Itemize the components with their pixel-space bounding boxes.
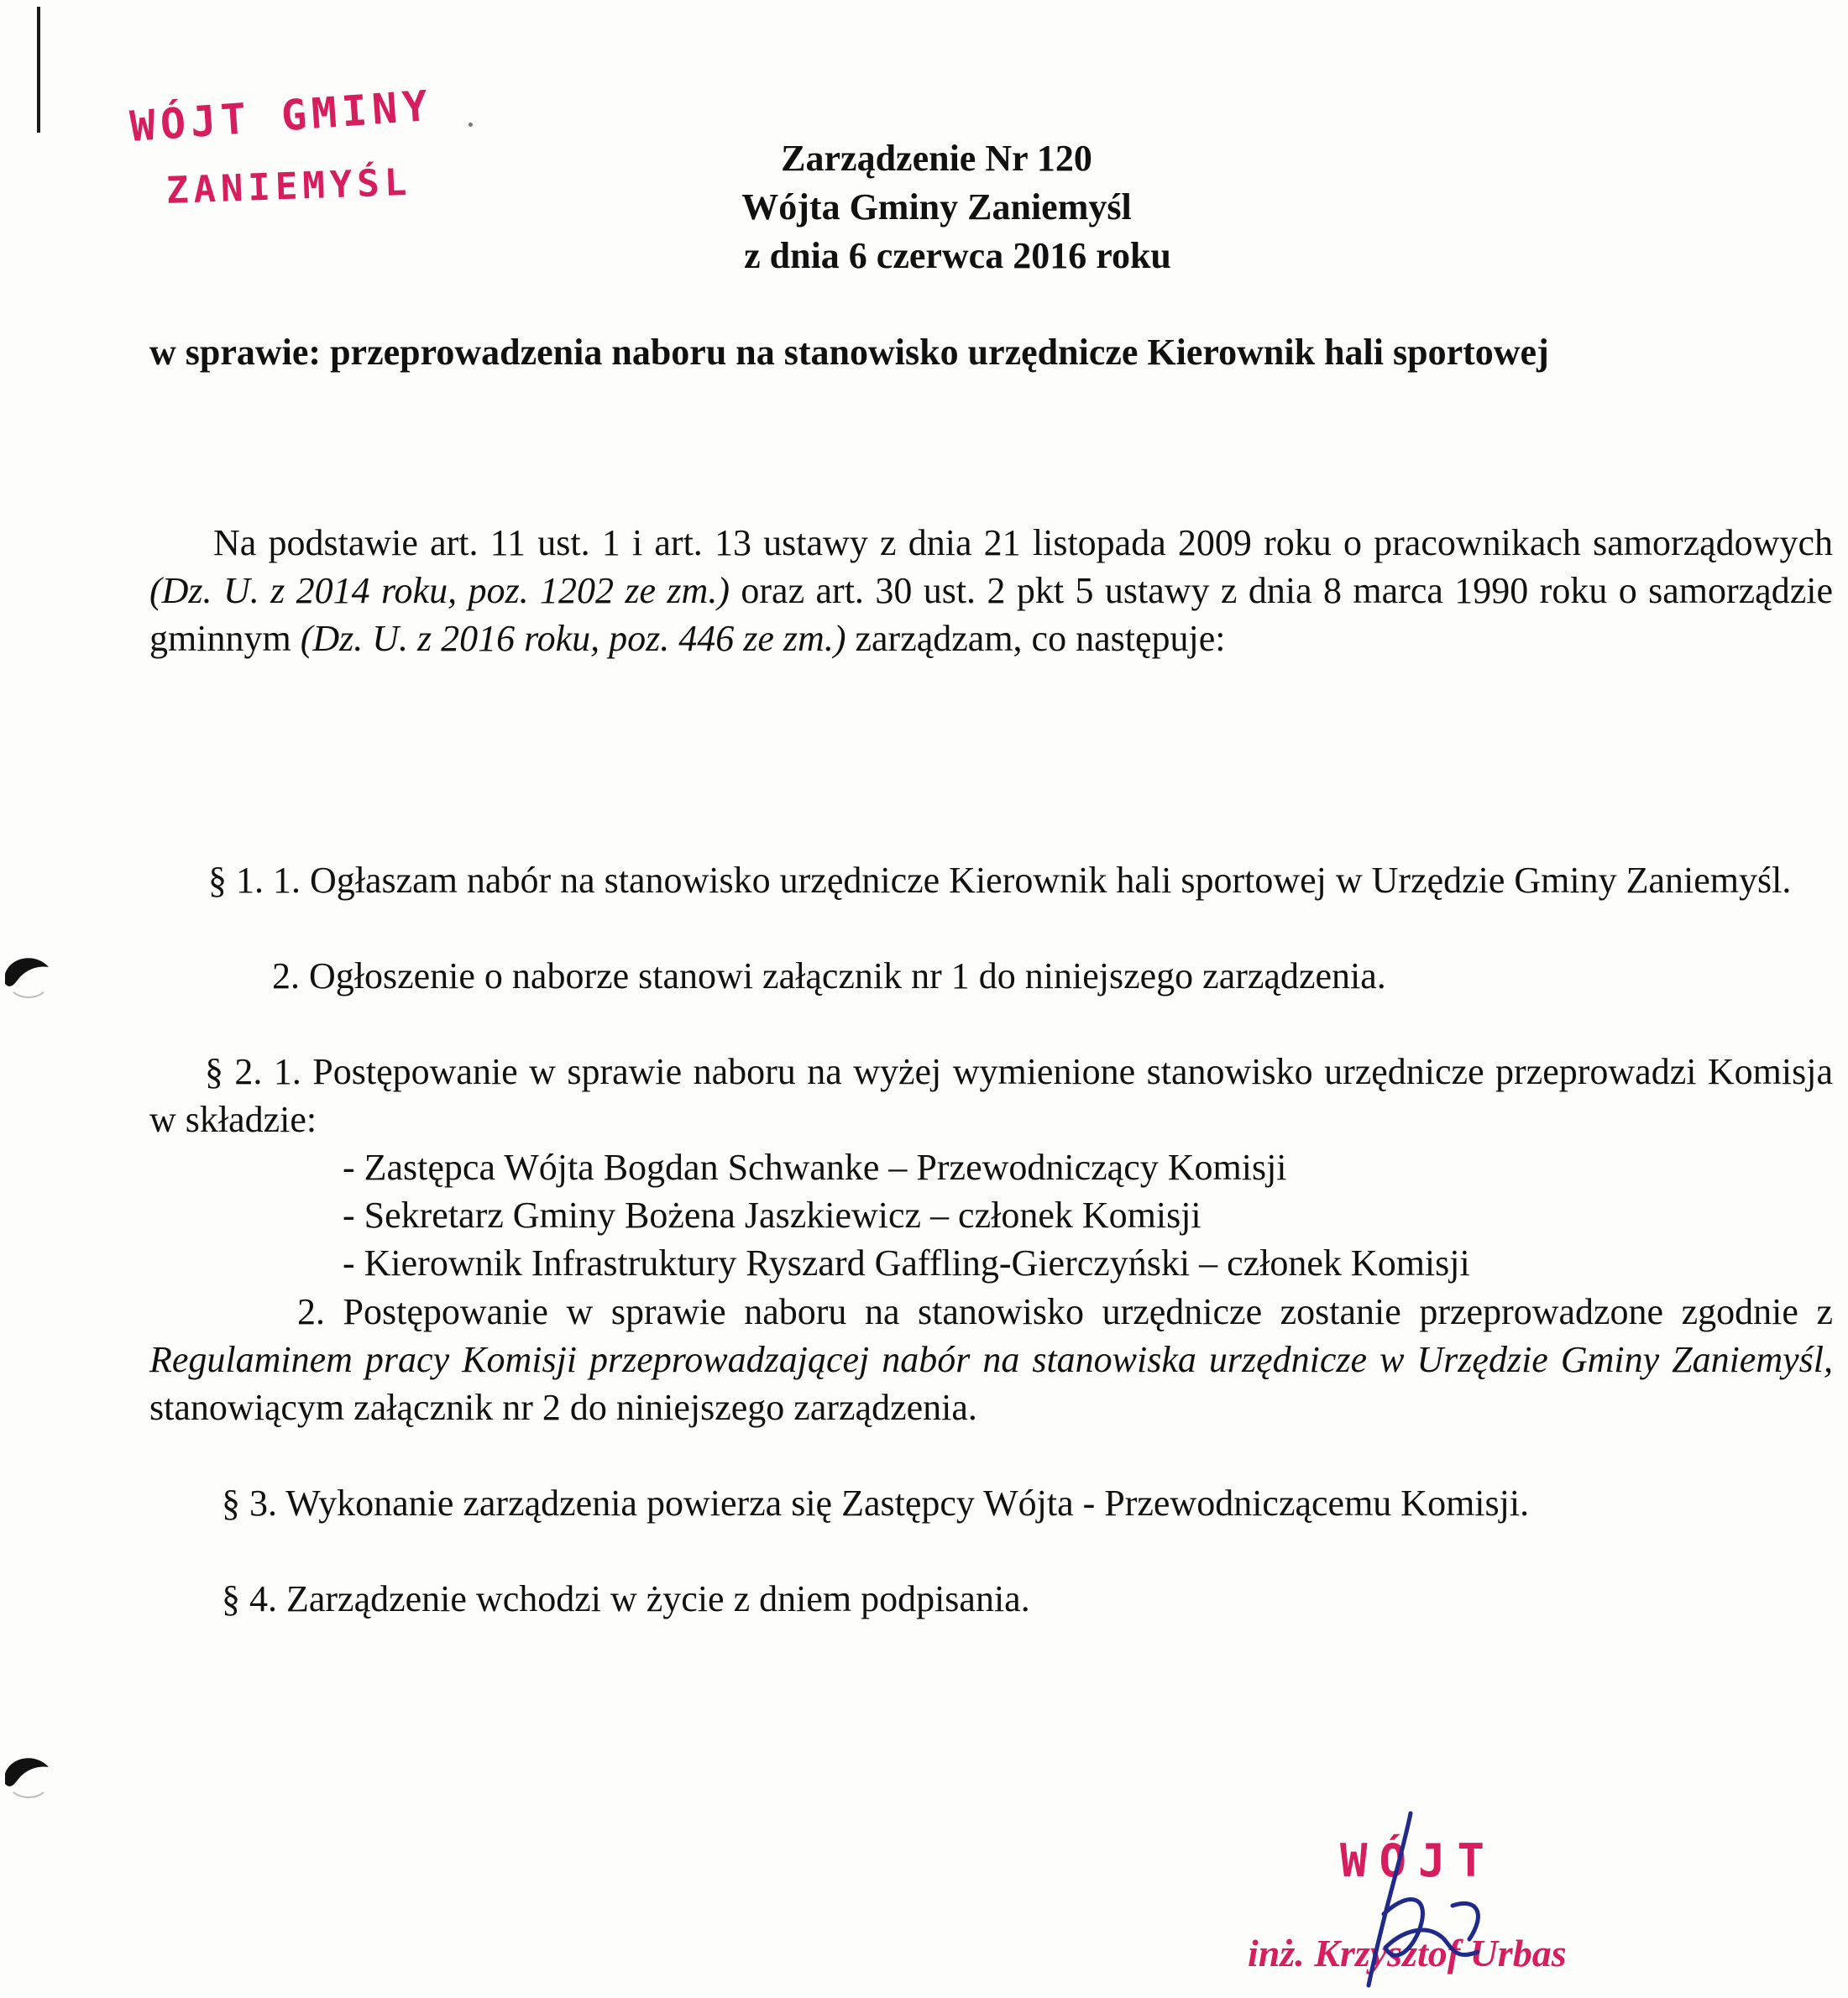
stamp-office-line2: ZANIEMYŚL: [165, 160, 413, 212]
ordinance-number: Zarządzenie Nr 120: [781, 138, 1092, 179]
punch-hole-icon: [2, 1750, 50, 1802]
handwritten-signature: [1285, 1805, 1503, 1998]
legal-basis-paragraph: Na podstawie art. 11 ust. 1 i art. 13 ustawy z dnia 21 listopada 2009 roku o pracownikach samorządowych (Dz. U. z 2014 roku, poz. 1202 ze zm.) oraz art. 30 ust. 2 pkt 5 ustawy z dnia 8 marca 1990 roku o samorządzie gminnym (Dz. U. z 2016 roku, poz. 446 ze zm.) zarządzam, co następuje:: [149, 522, 1833, 659]
section-1-item-2: 2. Ogłoszenie o naborze stanowi załącznik nr 1 do niniejszego zarządzenia.: [272, 955, 1386, 996]
committee-member: - Sekretarz Gminy Bożena Jaszkiewicz – członek Komisji: [343, 1195, 1201, 1236]
committee-member: - Zastępca Wójta Bogdan Schwanke – Przewodniczący Komisji: [343, 1147, 1287, 1188]
issuer: Wójta Gminy Zaniemyśl: [741, 186, 1132, 228]
section-1-item-1: § 1. 1. Ogłaszam nabór na stanowisko urzędnicze Kierownik hali sportowej w Urzędzie Gminy Zaniemyśl.: [208, 860, 1792, 901]
scan-dot: [469, 123, 473, 127]
committee-member: - Kierownik Infrastruktury Ryszard Gaffling-Gierczyński – członek Komisji: [343, 1242, 1470, 1284]
issue-date: z dnia 6 czerwca 2016 roku: [744, 235, 1171, 276]
scan-edge-mark: [37, 7, 40, 133]
section-4: § 4. Zarządzenie wchodzi w życie z dniem podpisania.: [222, 1578, 1030, 1619]
section-3: § 3. Wykonanie zarządzenia powierza się Zastępcy Wójta - Przewodniczącemu Komisji.: [222, 1483, 1530, 1524]
stamp-office-line1: WÓJT GMINY: [128, 81, 435, 151]
regulation-title: Regulaminem pracy Komisji przeprowadzającej nabór na stanowiska urzędnicze w Urzędzie Gminy Zaniemyśl,: [149, 1339, 1833, 1380]
citation-1: (Dz. U. z 2014 roku, poz. 1202 ze zm.): [149, 570, 730, 611]
signature-stamp-title: WÓJT: [1340, 1834, 1497, 1887]
section-2-item-1: § 2. 1. Postępowanie w sprawie naboru na wyżej wymienione stanowisko urzędnicze przeprowadzi Komisja w składzie:: [149, 1051, 1833, 1140]
document-subject: w sprawie: przeprowadzenia naboru na stanowisko urzędnicze Kierownik hali sportowej: [149, 332, 1549, 373]
section-2-item-2: 2. Postępowanie w sprawie naboru na stanowisko urzędnicze zostanie przeprowadzone zgodnie z Regulaminem pracy Komisji przeprowadzającej nabór na stanowiska urzędnicze w Urzędzie Gminy Zaniemyśl, stanowiącym załącznik nr 2 do niniejszego zarządzenia.: [149, 1291, 1833, 1428]
punch-hole-icon: [2, 950, 50, 1002]
document-header: [0, 134, 1848, 280]
signature-stamp-name: inż. Krzysztof Urbas: [1248, 1932, 1567, 1974]
citation-2: (Dz. U. z 2016 roku, poz. 446 ze zm.): [300, 618, 846, 659]
